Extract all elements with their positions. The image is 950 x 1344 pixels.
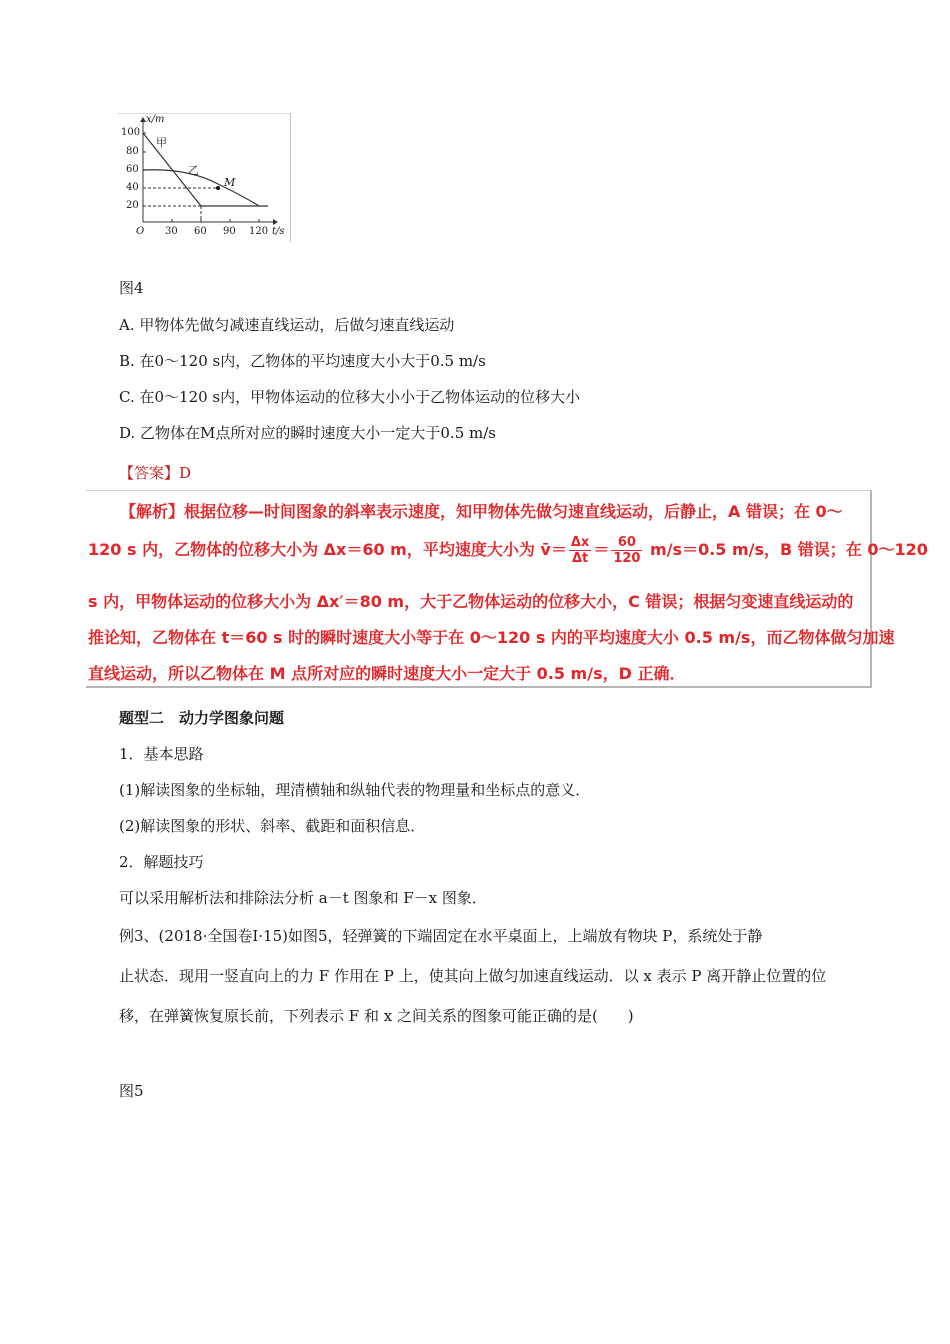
figure-4 bbox=[118, 113, 291, 242]
figure-5-caption: 图5 bbox=[119, 1082, 144, 1100]
option-a: A. 甲物体先做匀减速直线运动，后做匀速直线运动 bbox=[119, 316, 455, 334]
analysis-line-4: 推论知，乙物体在 t＝60 s 时的瞬时速度大小等于在 0～120 s 内的平均速度大小 0.5 m/s，而乙物体做匀加速 bbox=[88, 628, 895, 647]
analysis-line-3: s 内，甲物体运动的位移大小为 Δx′＝80 m，大于乙物体运动的位移大小，C 错误；根据匀变速直线运动的 bbox=[88, 592, 854, 611]
fraction-dx-dt: $\frac{\Delta x}{\Delta t}$ bbox=[570, 535, 590, 566]
paragraph-7: 止状态．现用一竖直向上的力 F 作用在 P 上，使其向上做匀加速直线运动．以 x 表示 P 离开静止位置的位 bbox=[119, 967, 827, 985]
analysis-box bbox=[86, 490, 928, 688]
equals-sign: ＝ bbox=[593, 540, 610, 559]
answer: 【答案】D bbox=[119, 464, 192, 482]
analysis-line-2 bbox=[88, 535, 928, 566]
figure-4-caption: 图4 bbox=[119, 279, 144, 297]
label-jia: 甲 bbox=[156, 136, 167, 149]
fraction-60-120: $\frac{60}{120}$ bbox=[613, 535, 641, 566]
option-c: C. 在0～120 s内，甲物体运动的位移大小小于乙物体运动的位移大小 bbox=[119, 388, 581, 406]
position-time-graph bbox=[118, 114, 290, 242]
option-d: D. 乙物体在M点所对应的瞬时速度大小一定大于0.5 m/s bbox=[119, 424, 496, 442]
label-m: M bbox=[224, 176, 236, 189]
point-m bbox=[216, 186, 220, 190]
paragraph-5: 可以采用解析法和排除法分析 a－t 图象和 F－x 图象． bbox=[119, 889, 487, 907]
x-tick-90: 90 bbox=[223, 226, 236, 237]
paragraph-6: 例3、(2018·全国卷Ⅰ·15)如图5，轻弹簧的下端固定在水平桌面上，上端放有物块 P，系统处于静 bbox=[119, 927, 763, 945]
paragraph-1: 1．基本思路 bbox=[119, 745, 204, 763]
paragraph-2: (1)解读图象的坐标轴，理清横轴和纵轴代表的物理量和坐标点的意义． bbox=[119, 781, 591, 799]
x-tick-120: 120 bbox=[249, 226, 269, 237]
analysis-line-2-a: 120 s 内，乙物体的位移大小为 Δx＝60 m，平均速度大小为 v̄＝ bbox=[88, 540, 567, 559]
option-b: B. 在0～120 s内，乙物体的平均速度大小大于0.5 m/s bbox=[119, 352, 486, 370]
x-tick-30: 30 bbox=[165, 226, 178, 237]
analysis-line-2-b: m/s＝0.5 m/s，B 错误；在 0～120 bbox=[644, 540, 928, 559]
y-tick-20: 20 bbox=[126, 200, 139, 211]
y-tick-80: 80 bbox=[126, 146, 139, 157]
y-tick-60: 60 bbox=[126, 164, 139, 175]
section-title: 题型二 动力学图象问题 bbox=[119, 709, 285, 727]
origin-label: O bbox=[136, 226, 145, 237]
label-yi: 乙 bbox=[188, 164, 199, 177]
paragraph-3: (2)解读图象的形状、斜率、截距和面积信息． bbox=[119, 817, 426, 835]
analysis-line-5: 直线运动，所以乙物体在 M 点所对应的瞬时速度大小一定大于 0.5 m/s，D 正确． bbox=[88, 664, 686, 683]
paragraph-8: 移，在弹簧恢复原长前，下列表示 F 和 x 之间关系的图象可能正确的是( ) bbox=[119, 1007, 634, 1025]
x-tick-60: 60 bbox=[194, 226, 207, 237]
y-tick-40: 40 bbox=[126, 182, 139, 193]
y-axis-label: x/m bbox=[146, 114, 165, 125]
x-axis-label: t/s bbox=[272, 226, 285, 237]
y-tick-100: 100 bbox=[121, 127, 141, 138]
analysis-line-1: 【解析】根据位移—时间图象的斜率表示速度，知甲物体先做匀速直线运动，后静止，A 错误；在 0～ bbox=[120, 502, 843, 521]
paragraph-4: 2．解题技巧 bbox=[119, 853, 204, 871]
